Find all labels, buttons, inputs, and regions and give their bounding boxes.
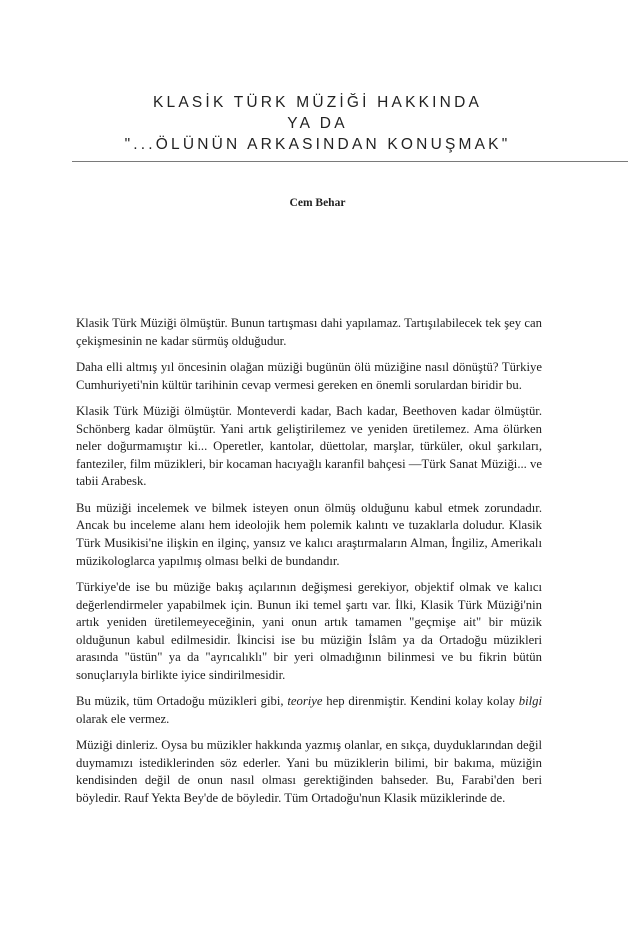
paragraph-text: Daha elli altmış yıl öncesinin olağan müziği bugünün ölü müziğine nasıl dönüştü? Türkiye Cumhuriyeti'nin kültür tarihinin cevap vermesi gereken en önemli sorulardan biridir bu. bbox=[76, 359, 542, 392]
body-paragraph bbox=[76, 359, 542, 394]
title-line-1: KLASİK TÜRK MÜZİĞİ HAKKINDA bbox=[153, 94, 482, 111]
article-body bbox=[76, 315, 542, 816]
body-paragraph bbox=[76, 500, 542, 570]
paragraph-text: Türkiye'de ise bu müziğe bakış açılarının değişmesi gerekiyor, objektif olmak ve kalıcı değerlendirmeler yapabilmek için. Bunun iki temel şartı var. İlki, Klasik Türk Müziği'nin artık yeniden üretilemeyeceğinin, yani onun artık tamamen "geçmişe ait" bir müzik olduğunun kabul edilmesidir. İkincisi ise bu müziğin İslâm ya da Ortadoğu müzikleri arasında "üstün" ya da "ayrıcalıklı" bir yeri olmadığının bilinmesi ve bu fikrin bütün sonuçlarıyla birlikte iyice sindirilmesidir. bbox=[76, 579, 542, 682]
body-paragraph bbox=[76, 693, 542, 728]
article-title bbox=[0, 92, 635, 155]
paragraph-text: olarak ele vermez. bbox=[76, 711, 170, 726]
italic-term: teoriye bbox=[287, 694, 323, 709]
paragraph-text: Bu müziği incelemek ve bilmek isteyen onun ölmüş olduğunu kabul etmek zorundadır. Ancak bu inceleme alanı hem ideolojik hem polemik kalıntı ve tuzaklarla doludur. Klasik Türk Musikisi'ne ilişkin en ilginç, yansız ve kalıcı araştırmaların Alman, İngiliz, Amerikalı müzikologlarca yapılmış olması belki de bundandır. bbox=[76, 500, 542, 568]
paragraph-text: Müziği dinleriz. Oysa bu müzikler hakkında yazmış olanlar, en sıkça, duyduklarından değil duymamızı istediklerinden söz ederler. Yani bu müziklerin bilimi, bir bakıma, müziğin kendisinden değil de onun nasıl olması gerektiğinden bahseder. Bu, Farabi'den beri böyledir. Rauf Yekta Bey'de de böyledir. Tüm Ortadoğu'nun Klasik müziklerinde de. bbox=[76, 738, 542, 806]
title-divider bbox=[72, 161, 628, 162]
paragraph-text: Klasik Türk Müziği ölmüştür. Bunun tartışması dahi yapılamaz. Tartışılabilecek tek şey can çekişmesinin ne kadar sürmüş olduğudur. bbox=[76, 316, 542, 348]
body-paragraph bbox=[76, 737, 542, 807]
body-paragraph bbox=[76, 579, 542, 685]
body-paragraph bbox=[76, 403, 542, 491]
paragraph-text: hep direnmiştir. Kendini kolay kolay bbox=[322, 694, 519, 709]
body-paragraph bbox=[76, 315, 542, 350]
title-line-3: "...ÖLÜNÜN ARKASINDAN KONUŞMAK" bbox=[124, 136, 511, 153]
title-line-2: YA DA bbox=[287, 115, 348, 132]
paragraph-text: Bu müzik, tüm Ortadoğu müzikleri gibi, bbox=[76, 694, 288, 709]
paragraph-text: Klasik Türk Müziği ölmüştür. Monteverdi kadar, Bach kadar, Beethoven kadar ölmüştür. Schönberg kadar ölmüştür. Yani artık geliştirilemez ve yeniden üretilemez. Ama ölürken neler doğurmamıştır ki... Operetler, kantolar, düettolar, marşlar, türküler, okul şarkıları, fanteziler, film müzikleri, bir kocaman hacıyağlı karanfil bahçesi —Türk Sanat Müziği... ve tabii Arabesk. bbox=[76, 403, 542, 489]
italic-term: bilgi bbox=[518, 694, 542, 709]
author-name: Cem Behar bbox=[289, 197, 346, 209]
